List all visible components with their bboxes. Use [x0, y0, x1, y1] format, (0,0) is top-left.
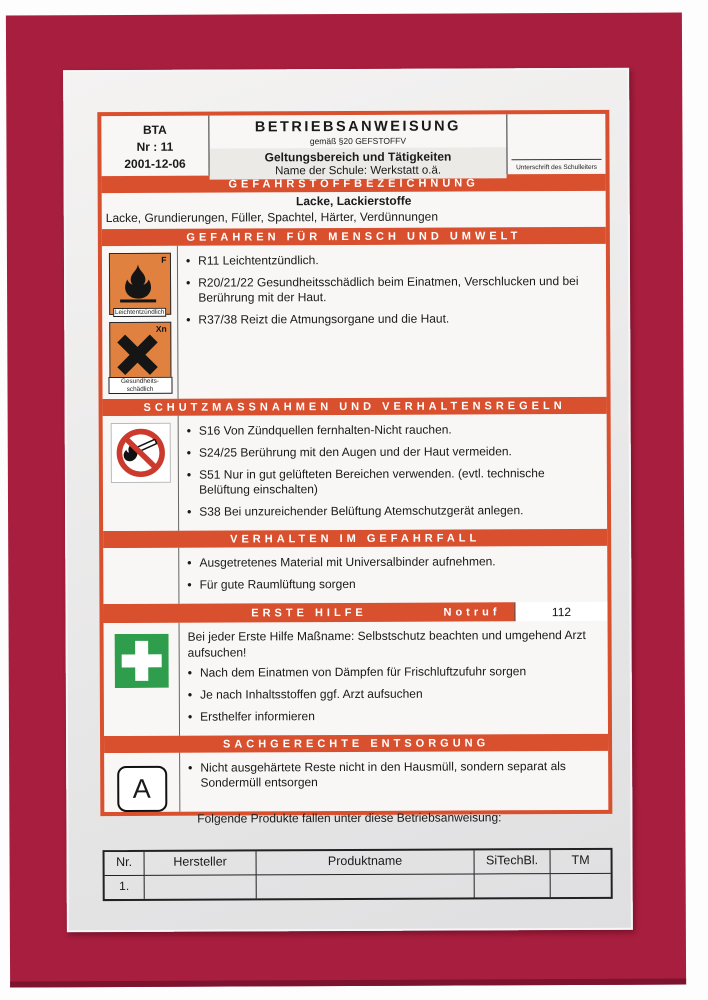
cell-tm [551, 874, 611, 897]
document-header [101, 114, 605, 176]
entsorgung-bullets [180, 751, 608, 812]
bullet-text: Ausgetretenes Material mit Universalbinder aufnehmen. [199, 554, 496, 570]
durable-red-frame [6, 13, 686, 988]
hazard-code-xn: Xn [155, 324, 167, 335]
bullet-item [187, 422, 597, 439]
document-subtitle: gemäß §20 GEFSTOFFV [309, 135, 407, 147]
bullet-dot: • [187, 687, 193, 702]
bullet-dot: • [186, 467, 192, 482]
erste-hilfe-bar [103, 602, 607, 623]
products-caption: Folgende Produkte fallen unter diese Betriebsanweisung: [197, 810, 502, 826]
bullet-dot: • [186, 445, 192, 460]
products-table-header [105, 850, 611, 876]
cell-nr: 1. [105, 876, 145, 899]
signature-caption: Unterschrift des Schulleiters [516, 163, 598, 172]
bullet-text: Nach dem Einatmen von Dämpfen für Frischluftzufuhr sorgen [199, 664, 527, 680]
erste-hilfe-icon-column [104, 623, 180, 737]
section-verhalten [103, 546, 607, 604]
section-bar-schutzmassnahmen: SCHUTZMASSNAHMEN UND VERHALTENSREGELN [103, 397, 607, 416]
bullet-item [187, 554, 597, 571]
table-header-cell: Nr. [105, 852, 145, 876]
bullet-text: S38 Bei unzureichender Belüftung Atemschutzgerät anlegen. [199, 503, 524, 519]
bullet-dot: • [187, 555, 192, 570]
bullet-dot: • [187, 504, 192, 519]
cell-sitechbl [475, 874, 551, 897]
table-header-cell: Produktname [257, 850, 475, 875]
bullet-dot: • [185, 253, 191, 268]
bullet-text: R11 Leichtentzündlich. [198, 253, 319, 268]
bullet-text: Nicht ausgehärtete Reste nicht in den Hausmüll, sondern separat als Sondermüll entsorgen [200, 759, 566, 790]
waste-a-icon: A [117, 766, 167, 812]
school-name-line: Name der Schule: Werkstatt o.ä. [275, 164, 442, 178]
gefahren-bullets [178, 244, 607, 399]
first-aid-cross-icon [114, 634, 168, 688]
gefahren-icon-column [102, 246, 179, 399]
bullet-text: R20/21/22 Gesundheitsschädlich beim Einatmen, Verschlucken und bei Berührung mit der Haut. [198, 273, 579, 305]
bullet-text: S16 Von Zündquellen fernhalten-Nicht rauchen. [198, 422, 452, 438]
table-header-cell: TM [551, 850, 611, 874]
notruf-label: Notruf [443, 606, 501, 619]
section-bar-verhalten: VERHALTEN IM GEFAHRFALL [103, 529, 607, 548]
section-bar-entsorgung: SACHGERECHTE ENTSORGUNG [104, 734, 608, 753]
section-schutzmassnahmen [103, 414, 607, 531]
x-cross-icon [114, 330, 162, 378]
verhalten-bullets [179, 546, 607, 604]
scope-title: Geltungsbereich und Tätigkeiten [264, 149, 452, 165]
betriebsanweisung-document [97, 110, 612, 816]
erste-hilfe-red-bar [103, 602, 514, 623]
bullet-dot: • [186, 275, 191, 290]
substance-detail: Lacke, Grundierungen, Füller, Spachtel, Härter, Verdünnungen [105, 209, 439, 226]
document-title: BETRIEBSANWEISUNG [254, 118, 461, 136]
bta-label: BTA [142, 122, 167, 137]
erste-hilfe-content [180, 621, 608, 736]
bullet-item [187, 466, 597, 498]
verhalten-icon-column [103, 548, 179, 604]
bullet-item [186, 252, 596, 269]
flammable-pictogram-icon [108, 253, 170, 315]
table-header-cell: Hersteller [145, 851, 257, 875]
substance-name: Lacke, Lackierstoffe [295, 193, 412, 209]
bta-number: Nr : 11 [136, 139, 174, 154]
paper-sheet [63, 68, 633, 932]
erste-hilfe-title: ERSTE HILFE [251, 606, 367, 620]
bullet-item [187, 444, 597, 461]
products-table [103, 848, 613, 901]
signature-box [506, 114, 605, 174]
bullet-text: S51 Nur in gut gelüfteten Bereichen verwenden. (evtl. technische Belüftung einschalten) [199, 466, 545, 497]
table-row [105, 874, 611, 899]
bullet-text: R37/38 Reizt die Atmungsorgane und die Haut. [198, 311, 450, 327]
bullet-dot: • [188, 760, 193, 775]
harmful-x-pictogram-icon [109, 322, 171, 384]
bullet-dot: • [187, 577, 192, 592]
bullet-dot: • [186, 312, 191, 327]
bullet-item [187, 503, 597, 520]
schutz-bullets [179, 414, 607, 531]
cell-produktname [257, 874, 475, 898]
erste-hilfe-bullets [188, 664, 598, 725]
schutz-icon-column [103, 416, 180, 531]
bullet-item [188, 759, 598, 791]
bullet-dot: • [186, 423, 191, 438]
bullet-item [186, 311, 596, 328]
section-erste-hilfe [104, 621, 608, 736]
document-title-block [209, 114, 506, 178]
entsorgung-icon-column [104, 753, 180, 812]
bullet-dot: • [187, 665, 192, 680]
bta-number-box [101, 116, 209, 176]
bullet-dot: • [187, 709, 193, 724]
table-header-cell: SiTechBl. [475, 850, 551, 874]
hazard-code-f: F [161, 254, 167, 265]
bullet-text: Ersthelfer informieren [200, 709, 315, 724]
section-bar-gefahrstoffbezeichnung: GEFAHRSTOFFBEZEICHNUNG [102, 174, 606, 193]
scope-block [209, 147, 506, 179]
bullet-text: S24/25 Berührung mit den Augen und der Haut vermeiden. [198, 444, 512, 460]
bullet-item [188, 708, 598, 725]
harmful-label: Gesundheits-schädlich [108, 377, 172, 394]
emergency-number-box: 112 [514, 602, 607, 621]
section-bar-gefahren: GEFAHREN FÜR MENSCH UND UMWELT [102, 227, 606, 246]
bta-date: 2001-12-06 [124, 156, 186, 171]
bullet-item [188, 664, 598, 681]
cell-hersteller [145, 875, 257, 898]
bullet-item [187, 576, 597, 593]
bullet-item [186, 274, 596, 306]
no-open-flame-icon [110, 423, 170, 483]
bullet-text: Je nach Inhaltsstoffen ggf. Arzt aufsuchen [200, 686, 423, 702]
bullet-item [188, 686, 598, 703]
section-gefahren [102, 244, 607, 399]
flammable-label: Leichtentzündlich [113, 308, 166, 318]
flame-icon [113, 261, 161, 309]
signature-line [512, 159, 602, 160]
section-entsorgung [104, 751, 608, 812]
bullet-text: Für gute Raumlüftung sorgen [199, 577, 356, 592]
erste-hilfe-intro: Bei jeder Erste Hilfe Maßname: Selbstschutz beachten und umgehend Arzt aufsuchen! [187, 628, 586, 660]
